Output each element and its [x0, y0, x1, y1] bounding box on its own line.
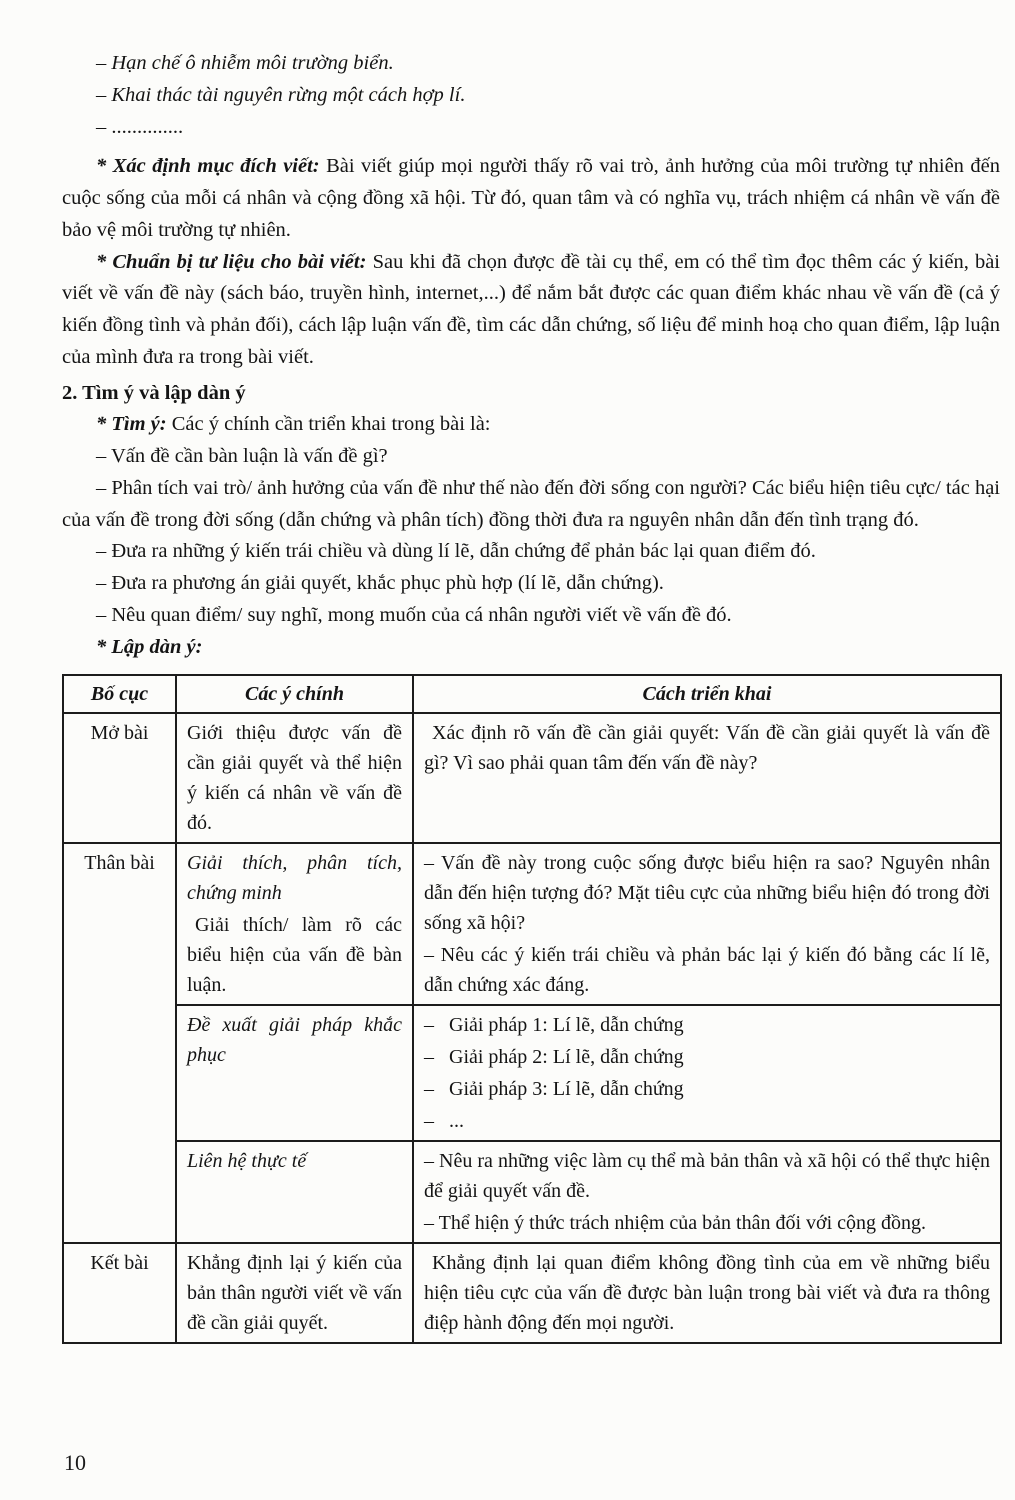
section-label-than-bai: Thân bài: [63, 843, 176, 1243]
detail-text: – Nêu các ý kiến trái chiều và phản bác lại ý kiến đó bằng các lí lẽ, dẫn chứng xác đáng.: [424, 943, 990, 996]
tim-y-bullet: – Vấn đề cần bàn luận là vấn đề gì?: [96, 445, 388, 468]
idea-text-italic: Giải thích, phân tích, chứng minh: [187, 851, 402, 904]
table-header-row: [63, 675, 1001, 713]
detail-text: Khẳng định lại quan điểm không đồng tình của em về những biểu hiện tiêu cực của vấn đề được bàn luận trong bài viết và đưa ra thông điệp hành động đến mọi người.: [424, 1251, 990, 1334]
section-label-mo-bai: Mở bài: [63, 713, 176, 843]
tim-y-body: Các ý chính cần triển khai trong bài là:: [166, 413, 491, 436]
idea-cell-ket-bai: [176, 1243, 413, 1343]
intro-bullet: – Hạn chế ô nhiễm môi trường biển.: [96, 52, 394, 74]
table-header-cach-trien-khai: Cách triển khai: [413, 675, 1001, 713]
detail-text: Xác định rõ vấn đề cần giải quyết: Vấn đề cần giải quyết là vấn đề gì? Vì sao phải quan tâm đến vấn đề này?: [424, 721, 990, 774]
idea-text: Giới thiệu được vấn đề cần giải quyết và thể hiện ý kiến cá nhân về vấn đề đó.: [187, 721, 402, 834]
table-row-than-bai-giai-phap: [63, 1005, 1001, 1141]
detail-text: – Giải pháp 1: Lí lẽ, dẫn chứng: [424, 1013, 684, 1036]
outline-table: [62, 674, 1002, 1344]
detail-cell-giai-thich: [413, 843, 1001, 1005]
intro-bullet: – Khai thác tài nguyên rừng một cách hợp lí.: [96, 83, 466, 106]
table-row-than-bai-lien-he: [63, 1141, 1001, 1243]
tim-y-bullet: – Phân tích vai trò/ ảnh hưởng của vấn đề như thế nào đến đời sống con người? Các biểu hiện tiêu cực/ tác hại của vấn đề trong đời sống (dẫn chứng và phân tích) đồng thời đưa ra nguyên nhân dẫn đến tình trạng đó.: [62, 476, 1000, 531]
section-heading: 2. Tìm ý và lập dàn ý: [62, 381, 246, 404]
table-row-mo-bai: [63, 713, 1001, 843]
detail-text: – Giải pháp 3: Lí lẽ, dẫn chứng: [424, 1077, 684, 1100]
idea-text-italic: Liên hệ thực tế: [187, 1149, 307, 1172]
detail-cell-giai-phap: [413, 1005, 1001, 1141]
paragraph-lead: * Xác định mục đích viết:: [96, 155, 320, 178]
idea-cell-mo-bai: [176, 713, 413, 843]
page-number: 10: [64, 1450, 86, 1475]
idea-cell-lien-he: [176, 1141, 413, 1243]
page-content: [62, 48, 1000, 1344]
detail-text: – Vấn đề này trong cuộc sống được biểu hiện ra sao? Nguyên nhân dẫn đến hiện tượng đó? Mặt tiêu cực của những biểu hiện đó trong đời sống xã hội?: [424, 851, 990, 934]
intro-bullet-dots: – ..............: [96, 115, 184, 138]
table-row-ket-bai: [63, 1243, 1001, 1343]
paragraph-body: Sau khi đã chọn được đề tài cụ thể, em có thể tìm đọc thêm các ý kiến, bài viết về vấn đề này (sách báo, truyền hình, internet,...) để nắm bắt được các quan điểm khác nhau về vấn đề (cả ý kiến đồng tình và phản đối), cách lập luận vấn đề, tìm các dẫn chứng, số liệu để minh hoạ cho quan điểm, lập luận của mình đưa ra trong bài viết.: [62, 250, 1000, 368]
detail-text: – Nêu ra những việc làm cụ thể mà bản thân và xã hội có thể thực hiện để giải quyết vấn đề.: [424, 1149, 990, 1202]
lap-dan-y-text: * Lập dàn ý:: [96, 635, 203, 658]
lap-dan-y-label: [62, 632, 1000, 664]
paragraph-body: Bài viết giúp mọi người thấy rõ vai trò, ảnh hưởng của môi trường tự nhiên đến cuộc sống của mỗi cá nhân và cộng đồng xã hội. Từ đó, quan tâm và có nghĩa vụ, trách nhiệm cá nhân về vấn đề bảo vệ môi trường tự nhiên.: [62, 155, 1000, 241]
tim-y-bullet: – Đưa ra những ý kiến trái chiều và dùng lí lẽ, dẫn chứng để phản bác lại quan điểm đó.: [96, 540, 816, 563]
paragraph-tim-y: [62, 409, 1000, 441]
tim-y-lead: * Tìm ý:: [96, 413, 167, 436]
detail-text: – Thể hiện ý thức trách nhiệm của bản thân đối với cộng đồng.: [424, 1211, 927, 1234]
table-header-cac-y-chinh: Các ý chính: [176, 675, 413, 713]
detail-text: – ...: [424, 1109, 464, 1132]
idea-text-italic: Đề xuất giải pháp khắc phục: [187, 1013, 402, 1066]
idea-text: Giải thích/ làm rõ các biểu hiện của vấn đề bàn luận.: [187, 913, 402, 996]
tim-y-bullet: – Nêu quan điểm/ suy nghĩ, mong muốn của cá nhân người viết về vấn đề đó.: [96, 604, 732, 627]
paragraph-muc-dich-viet: [62, 151, 1000, 246]
detail-cell-ket-bai: [413, 1243, 1001, 1343]
paragraph-lead: * Chuẩn bị tư liệu cho bài viết:: [96, 250, 367, 273]
table-row-than-bai-giai-thich: [63, 843, 1001, 1005]
idea-text: Khẳng định lại ý kiến của bản thân người viết về vấn đề cần giải quyết.: [187, 1251, 402, 1334]
paragraph-chuan-bi-tu-lieu: [62, 247, 1000, 374]
idea-cell-giai-phap: [176, 1005, 413, 1141]
idea-cell-giai-thich: [176, 843, 413, 1005]
table-header-bo-cuc: Bố cục: [63, 675, 176, 713]
detail-text: – Giải pháp 2: Lí lẽ, dẫn chứng: [424, 1045, 684, 1068]
detail-cell-mo-bai: [413, 713, 1001, 843]
section-label-ket-bai: Kết bài: [63, 1243, 176, 1343]
tim-y-bullet: – Đưa ra phương án giải quyết, khắc phục phù hợp (lí lẽ, dẫn chứng).: [96, 572, 664, 595]
detail-cell-lien-he: [413, 1141, 1001, 1243]
